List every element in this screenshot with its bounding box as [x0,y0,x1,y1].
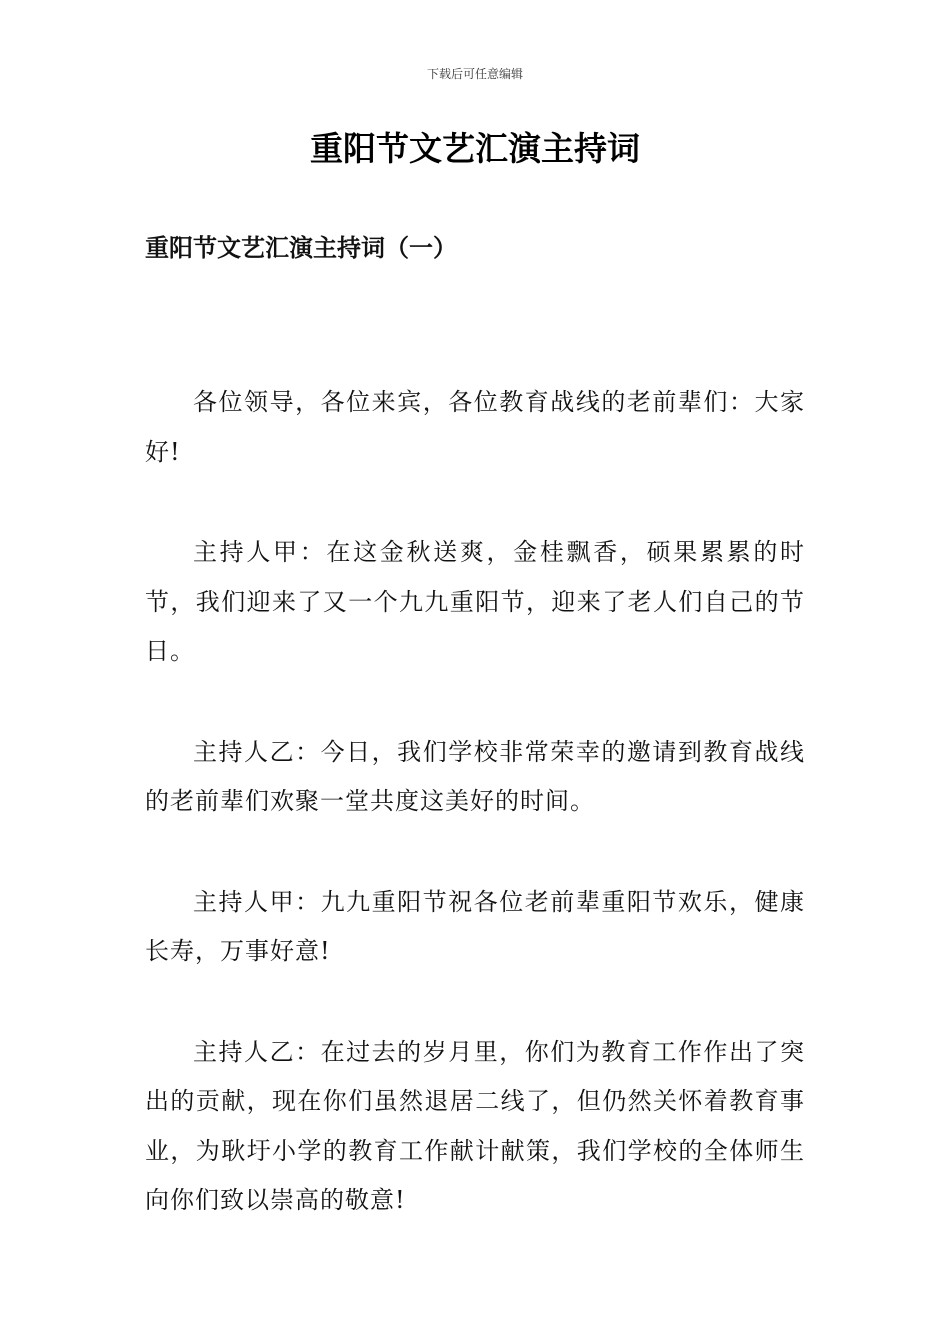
paragraph-host-a-1: 主持人甲：在这金秋送爽，金桂飘香，硕果累累的时节，我们迎来了又一个九九重阳节，迎来了老人们自己的节日。 [145,538,805,665]
header-note: 下载后可任意编辑 [426,67,523,81]
paragraph-host-a-2: 主持人甲：九九重阳节祝各位老前辈重阳节欢乐，健康长寿，万事好意! [145,887,805,965]
paragraph-host-b-2: 主持人乙：在过去的岁月里，你们为教育工作作出了突出的贡献，现在你们虽然退居二线了，但仍然关怀着教育事业，为耿圩小学的教育工作献计献策，我们学校的全体师生向你们致以崇高的敬意! [145,1037,805,1214]
paragraph-host-b-1: 主持人乙：今日，我们学校非常荣幸的邀请到教育战线的老前辈们欢聚一堂共度这美好的时间。 [145,737,805,815]
document-title: 重阳节文艺汇演主持词 [310,129,640,168]
document-body [145,378,805,1277]
section-heading: 重阳节文艺汇演主持词（一） [145,233,457,262]
paragraph-greeting: 各位领导，各位来宾，各位教育战线的老前辈们：大家好! [145,388,805,466]
